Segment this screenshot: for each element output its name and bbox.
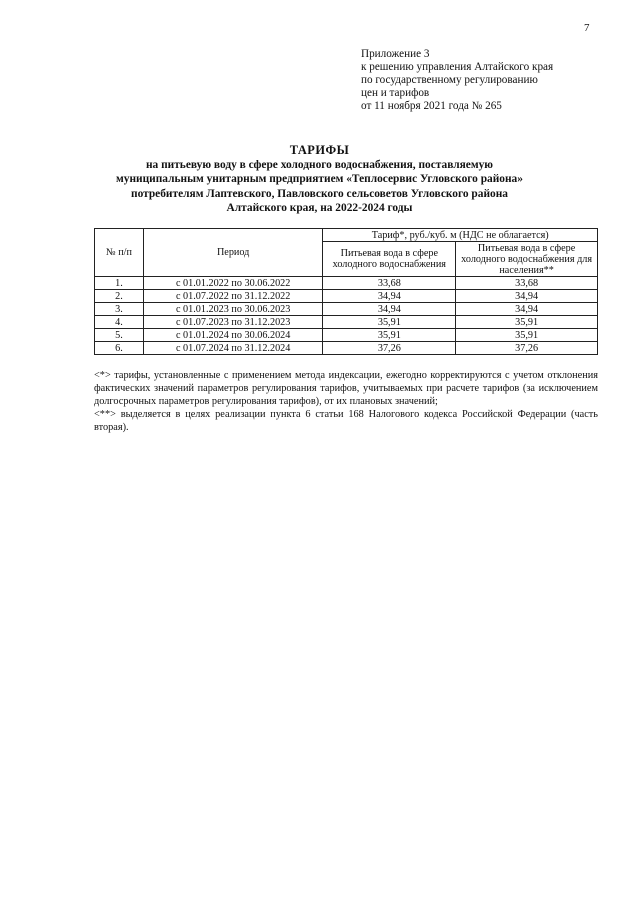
table-cell-a: 34,94 <box>323 303 456 316</box>
heading-line: на питьевую воду в сфере холодного водоснабжения, поставляемую <box>145 158 494 171</box>
heading-line: Алтайского края, на 2022-2024 годы <box>226 202 413 215</box>
heading-line: потребителям Лаптевского, Павловского сельсоветов Угловского района <box>131 187 508 200</box>
header-tariff: Тариф*, руб./куб. м (НДС не облагается) <box>323 229 598 242</box>
table-cell-n: 6. <box>95 342 144 355</box>
table-cell-a: 37,26 <box>323 342 456 355</box>
table-cell-n: 4. <box>95 316 144 329</box>
table-cell-n: 1. <box>95 277 144 290</box>
header-water-population: Питьевая вода в сфере холодного водоснабжения для населения** <box>456 242 598 277</box>
document-heading <box>60 143 579 216</box>
footnote-1: <*> тарифы, установленные с применением метода индексации, ежегодно корректируются с учетом отклонения фактических значений параметров регулирования тарифов, учитываемых при расчете тарифов (за исключением долгосрочных параметров регулирования тарифов), от их плановых значений; <box>94 370 598 407</box>
header-water: Питьевая вода в сфере холодного водоснабжения <box>323 242 456 277</box>
table-cell-b: 33,68 <box>456 277 598 290</box>
table-cell-a: 35,91 <box>323 316 456 329</box>
table-cell-b: 34,94 <box>456 303 598 316</box>
footnote-2: <**> выделяется в целях реализации пункта 6 статьи 168 Налогового кодекса Российской Федерации (часть вторая). <box>94 408 598 433</box>
table-cell-period: с 01.01.2024 по 30.06.2024 <box>143 329 323 342</box>
table-cell-n: 5. <box>95 329 144 342</box>
table-row <box>95 303 598 316</box>
document-title: ТАРИФЫ <box>289 143 350 157</box>
table-row <box>95 329 598 342</box>
page-number: 7 <box>584 22 590 34</box>
table-cell-period: с 01.07.2022 по 31.12.2022 <box>143 290 323 303</box>
table-cell-b: 34,94 <box>456 290 598 303</box>
table-cell-period: с 01.01.2022 по 30.06.2022 <box>143 277 323 290</box>
tariff-table <box>94 228 598 355</box>
table-cell-a: 35,91 <box>323 329 456 342</box>
table-cell-n: 2. <box>95 290 144 303</box>
appendix-line: Приложение 3 <box>361 48 430 60</box>
appendix-line: по государственному регулированию <box>361 74 538 86</box>
table-row <box>95 277 598 290</box>
heading-line: муниципальным унитарным предприятием «Теплосервис Угловского района» <box>116 173 523 186</box>
table-cell-a: 34,94 <box>323 290 456 303</box>
table-cell-period: с 01.07.2024 по 31.12.2024 <box>143 342 323 355</box>
table-cell-n: 3. <box>95 303 144 316</box>
footnotes <box>94 370 598 435</box>
table-cell-b: 35,91 <box>456 329 598 342</box>
table-row <box>95 316 598 329</box>
appendix-line: к решению управления Алтайского края <box>361 61 554 73</box>
table-cell-period: с 01.01.2023 по 30.06.2023 <box>143 303 323 316</box>
appendix-block <box>361 48 553 113</box>
table-cell-b: 35,91 <box>456 316 598 329</box>
header-period: Период <box>143 229 323 277</box>
table-cell-period: с 01.07.2023 по 31.12.2023 <box>143 316 323 329</box>
table-cell-a: 33,68 <box>323 277 456 290</box>
table-row <box>95 290 598 303</box>
appendix-line: цен и тарифов <box>361 87 430 99</box>
table-row <box>95 342 598 355</box>
table-cell-b: 37,26 <box>456 342 598 355</box>
header-number: № п/п <box>95 229 144 277</box>
appendix-line: от 11 ноября 2021 года № 265 <box>361 100 502 112</box>
